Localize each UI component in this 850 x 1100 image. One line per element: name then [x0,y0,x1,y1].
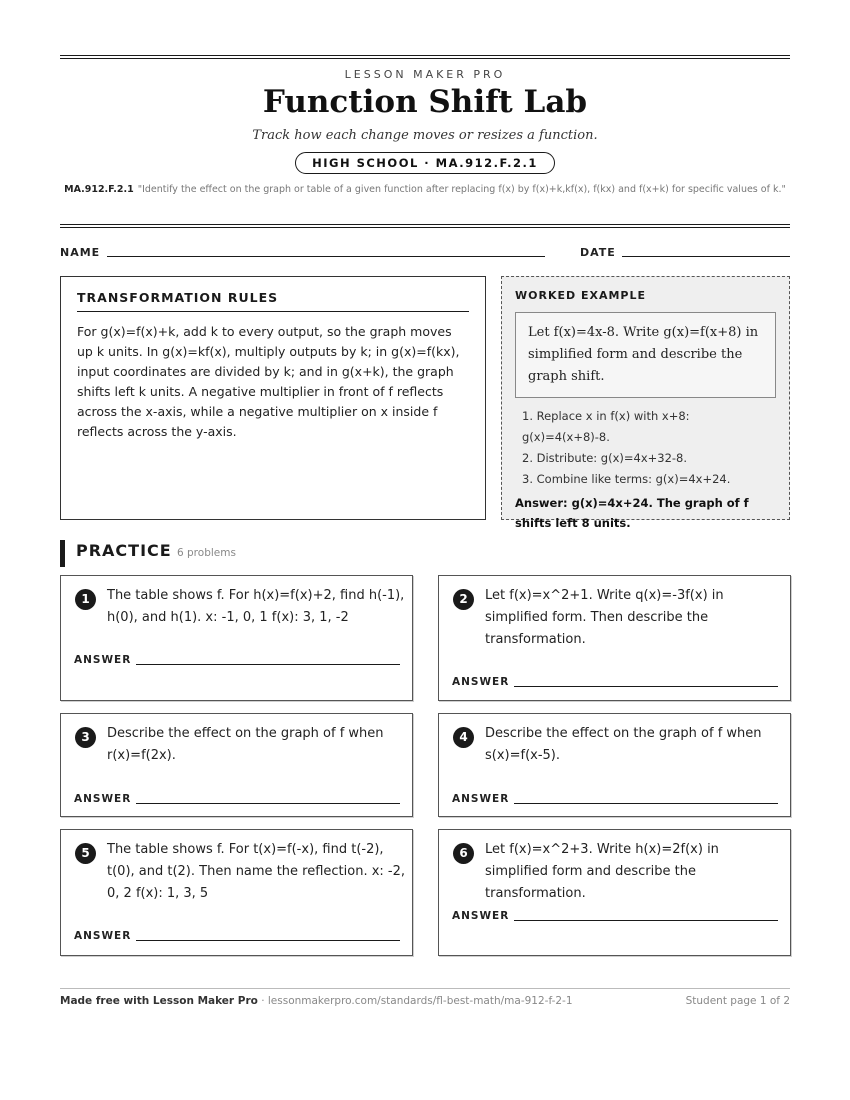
problem-number: 1 [75,589,96,610]
worked-example-box [501,276,790,530]
date-field-line[interactable] [622,256,790,257]
header-bottom-rule [60,224,790,228]
rules-title: TRANSFORMATION RULES [77,290,469,312]
example-answer: Answer: g(x)=4x+24. The graph of f shifts left 8 units. [515,496,749,530]
problem-text: The table shows f. For t(x)=f(-x), find t(-2), t(0), and t(2). Then name the reflection. x: -2, 0, 2 f(x): 1, 3, 5 [107,842,406,901]
header-top-rule [60,55,790,59]
practice-accent-bar [60,540,65,567]
transformation-rules-box [60,276,486,520]
footer-page-number: Student page 1 of 2 [685,995,790,1007]
problem-text: Describe the effect on the graph of f when s(x)=f(x-5). [485,726,762,763]
rules-body: For g(x)=f(x)+k, add k to every output, so the graph moves up k units. In g(x)=kf(x), multiply outputs by k; in g(x)=f(kx), input coordinates are divided by k; and in g(x+k), the graph shifts left k units. A negative multiplier in front of f reflects across the x-axis, while a negative multiplier on x inside f reflects across the y-axis. [77,324,460,439]
problem-number: 4 [453,727,474,748]
example-prompt: Let f(x)=4x-8. Write g(x)=f(x+8) in simplified form and describe the graph shift. [515,312,776,398]
problem-text: Let f(x)=x^2+3. Write h(x)=2f(x) in simplified form and describe the transformation. [485,842,719,901]
problem-card-1 [60,575,413,701]
footer-credit [60,995,573,1007]
answer-line[interactable] [514,686,778,687]
date-label: DATE [580,246,616,259]
problem-number: 3 [75,727,96,748]
problem-text: The table shows f. For h(x)=f(x)+2, find h(-1), h(0), and h(1). x: -1, 0, 1 f(x): 3, 1, -2 [107,588,405,625]
example-title: WORKED EXAMPLE [515,289,646,302]
problem-card-4 [438,713,791,817]
problem-number: 2 [453,589,474,610]
problem-card-3 [60,713,413,817]
example-step: 1. Replace x in f(x) with x+8: g(x)=4(x+8)-8. [522,409,690,444]
problem-text: Let f(x)=x^2+1. Write q(x)=-3f(x) in simplified form. Then describe the transformation. [485,588,724,647]
answer-label: ANSWER [452,910,510,922]
standard-text: "Identify the effect on the graph or table of a given function after replacing f(x) by f(x)+k,kf(x), f(kx) and f(x+k) for specific values of k." [137,184,786,195]
problem-card-6 [438,829,791,956]
practice-title: PRACTICE [76,541,172,560]
answer-line[interactable] [136,940,400,941]
brand-name: LESSON MAKER PRO [344,68,506,81]
name-field-line[interactable] [107,256,545,257]
problem-card-5 [60,829,413,956]
problem-number: 5 [75,843,96,864]
level-badge: HIGH SCHOOL · MA.912.F.2.1 [295,152,555,174]
answer-label: ANSWER [452,676,510,688]
answer-label: ANSWER [74,654,132,666]
level-badge-wrap [60,152,790,174]
answer-line[interactable] [136,664,400,665]
standard-statement [60,182,790,198]
footer-url[interactable]: · lessonmakerpro.com/standards/fl-best-math/ma-912-f-2-1 [257,995,573,1007]
example-steps [515,406,776,490]
practice-count: 6 problems [177,547,236,559]
worksheet-title: Function Shift Lab [262,84,588,120]
worksheet-page [60,0,790,1100]
footer-rule [60,988,790,989]
answer-label: ANSWER [452,793,510,805]
problem-card-2 [438,575,791,701]
answer-line[interactable] [514,920,778,921]
example-step: 2. Distribute: g(x)=4x+32-8. [522,451,688,465]
problem-number: 6 [453,843,474,864]
answer-line[interactable] [514,803,778,804]
name-label: NAME [60,246,101,259]
footer-made-with: Made free with Lesson Maker Pro [60,995,258,1007]
example-step: 3. Combine like terms: g(x)=4x+24. [522,472,731,486]
answer-line[interactable] [136,803,400,804]
answer-label: ANSWER [74,793,132,805]
answer-label: ANSWER [74,930,132,942]
standard-code: MA.912.F.2.1 [64,184,134,195]
worksheet-subtitle: Track how each change moves or resizes a function. [252,128,598,143]
problem-text: Describe the effect on the graph of f when r(x)=f(2x). [107,726,384,763]
